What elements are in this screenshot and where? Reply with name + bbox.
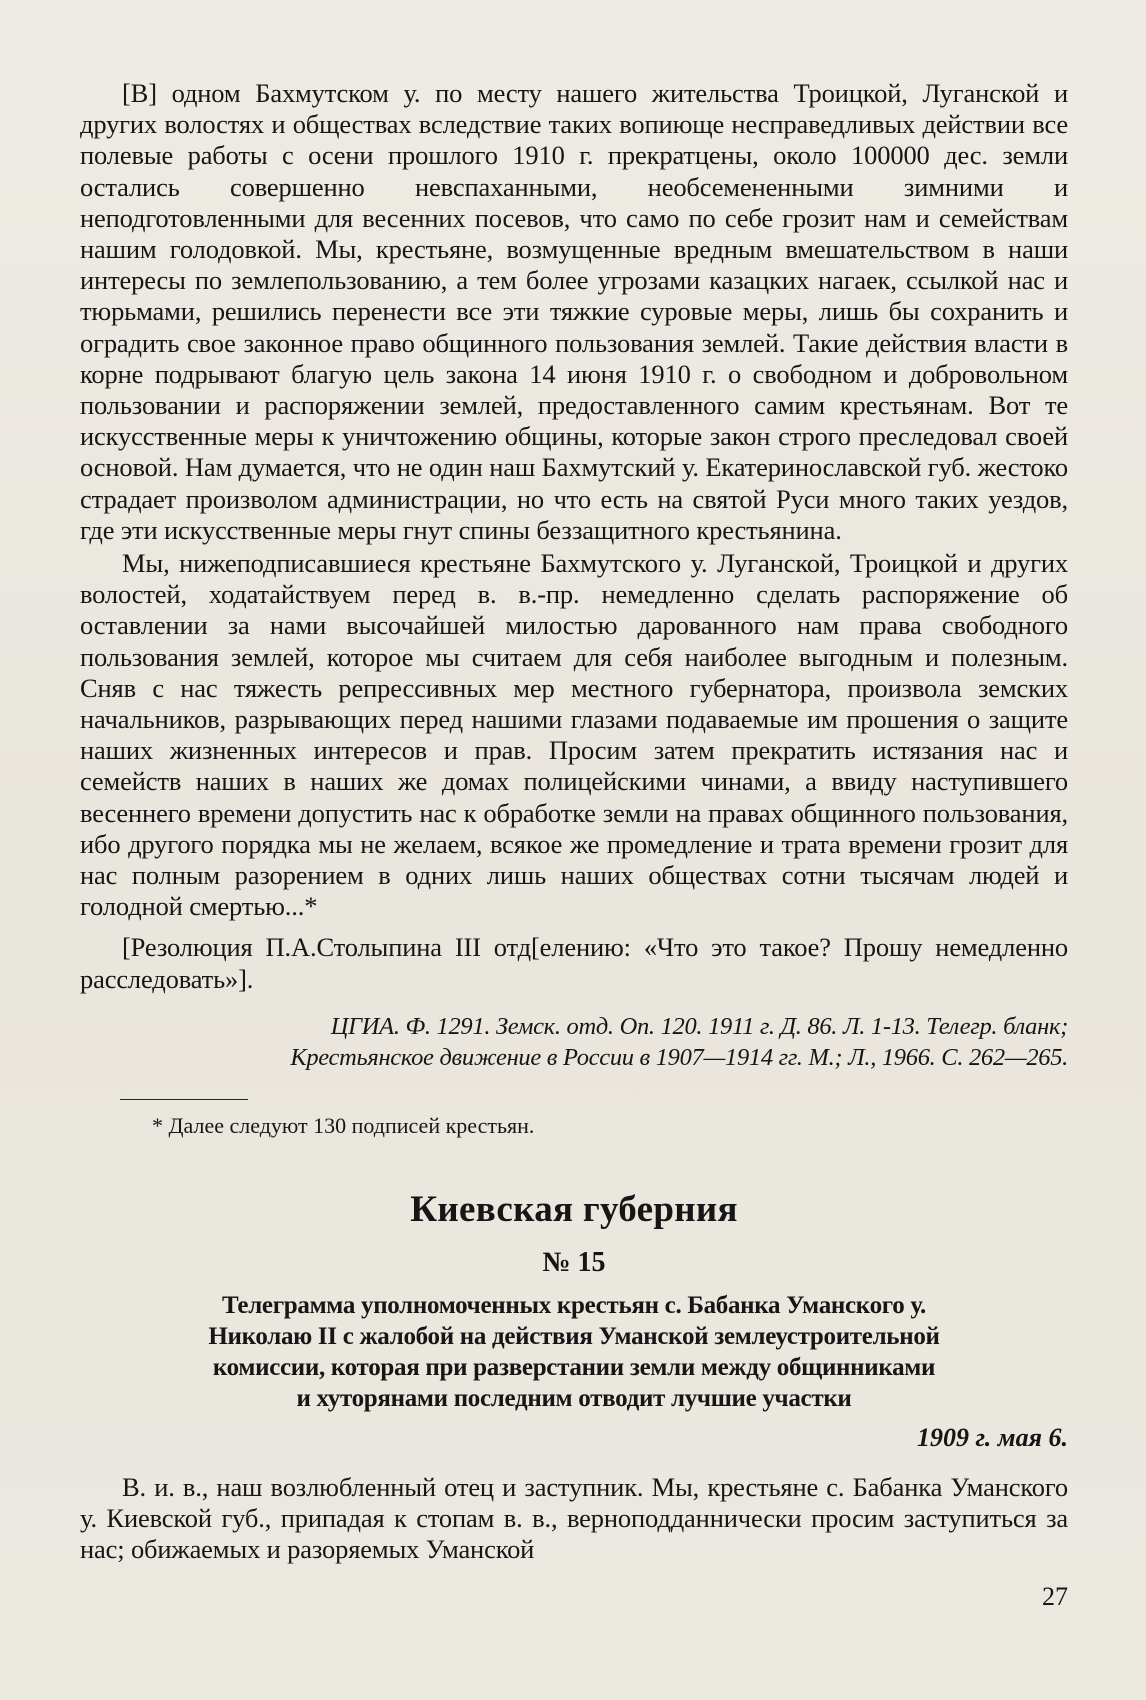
region-heading: Киевская губерния: [410, 1188, 738, 1230]
document-title-line: комиссии, которая при разверстании земли между общинниками: [212, 1353, 936, 1381]
document-title-line: Телеграмма уполномоченных крестьян с. Бабанка Уманского у.: [221, 1291, 927, 1319]
source-line-1: ЦГИА. Ф. 1291. Земск. отд. Оп. 120. 1911 г. Д. 86. Л. 1-13. Телегр. бланк;: [330, 1012, 1068, 1040]
document-title-line: и хуторянами последним отводит лучшие участки: [296, 1384, 852, 1412]
footnote-divider: [120, 1099, 248, 1100]
document-title-line: Николаю II с жалобой на действия Уманской землеустроительной: [208, 1322, 940, 1350]
document-title: [80, 1290, 1068, 1414]
body-paragraph-2: Мы, нижеподписавшиеся крестьяне Бахмутского у. Луганской, Троицкой и других волостей, ходатайствуем перед в. в.-пр. немедленно сделать распоряжение об оставлении за нами высочайшей милостью дарованного нам права свободного пользования землей, которое мы считаем для себя наиболее выгодным и полезным. Сняв с нас тяжесть репрессивных мер местного губернатора, произвола земских начальников, разрывающих перед нашими глазами подаваемые им прошения о защите наших жизненных интересов и прав. Просим затем прекратить истязания нас и семейств наших в наших же домах полицейскими чинами, а ввиду наступившего весеннего времени допустить нас к обработке земли на правах общинного пользования, ибо другого порядка мы не желаем, всякое же промедление и трата времени грозит для нас полным разорением в одних лишь наших обществах сотни тысячам людей и голодной смертью...*: [80, 548, 1068, 922]
footnote: * Далее следуют 130 подписей крестьян.: [152, 1112, 535, 1138]
page-number: 27: [1042, 1582, 1068, 1611]
resolution-note: [Резолюция П.А.Столыпина III отд[елению: «Что это такое? Прошу немедленно расследовать»].: [80, 932, 1068, 994]
document-number: № 15: [542, 1246, 606, 1278]
body-paragraph-1: [В] одном Бахмутском у. по месту нашего жительства Троицкой, Луганской и других волостях и обществах вследствие таких вопиюще несправедливых действии все полевые работы с осени прошлого 1910 г. прекратцены, около 100000 дес. земли остались совершенно невспаханными, необсемененными зимними и неподготовленными для весенних посевов, что само по себе грозит нам и семействам нашим голодовкой. Мы, крестьяне, возмущенные вредным вмешательством в наши интересы по землепользованию, а тем более угрозами казацких нагаек, ссылкой нас и тюрьмами, решились перенести все эти тяжкие суровые меры, лишь бы сохранить и оградить свое законное право общинного пользования землей. Такие действия власти в корне подрывают благую цель закона 14 июня 1910 г. о свободном и добровольном пользовании и распоряжении землей, предоставленного самим крестьянам. Вот те искусственные меры к уничтожению общины, которые закон строго преследовал своей основой. Нам думается, что не один наш Бахмутский у. Екатеринославской губ. жестоко страдает произволом администрации, но что есть на святой Руси много таких уездов, где эти искусственные меры гнут спины беззащитного крестьянина.: [80, 78, 1068, 545]
document-date: 1909 г. мая 6.: [917, 1422, 1068, 1452]
page-content: [80, 78, 1068, 1566]
body-paragraph-3: В. и. в., наш возлюбленный отец и заступник. Мы, крестьяне с. Бабанка Уманского у. Киевской губ., припадая к стопам в. в., верноподданнически просим заступиться за нас; обижаемых и разоряемых Уманской: [80, 1471, 1068, 1565]
archival-source: [80, 1011, 1068, 1073]
source-line-2: Крестьянское движение в России в 1907—1914 гг. М.; Л., 1966. С. 262—265.: [290, 1043, 1068, 1071]
